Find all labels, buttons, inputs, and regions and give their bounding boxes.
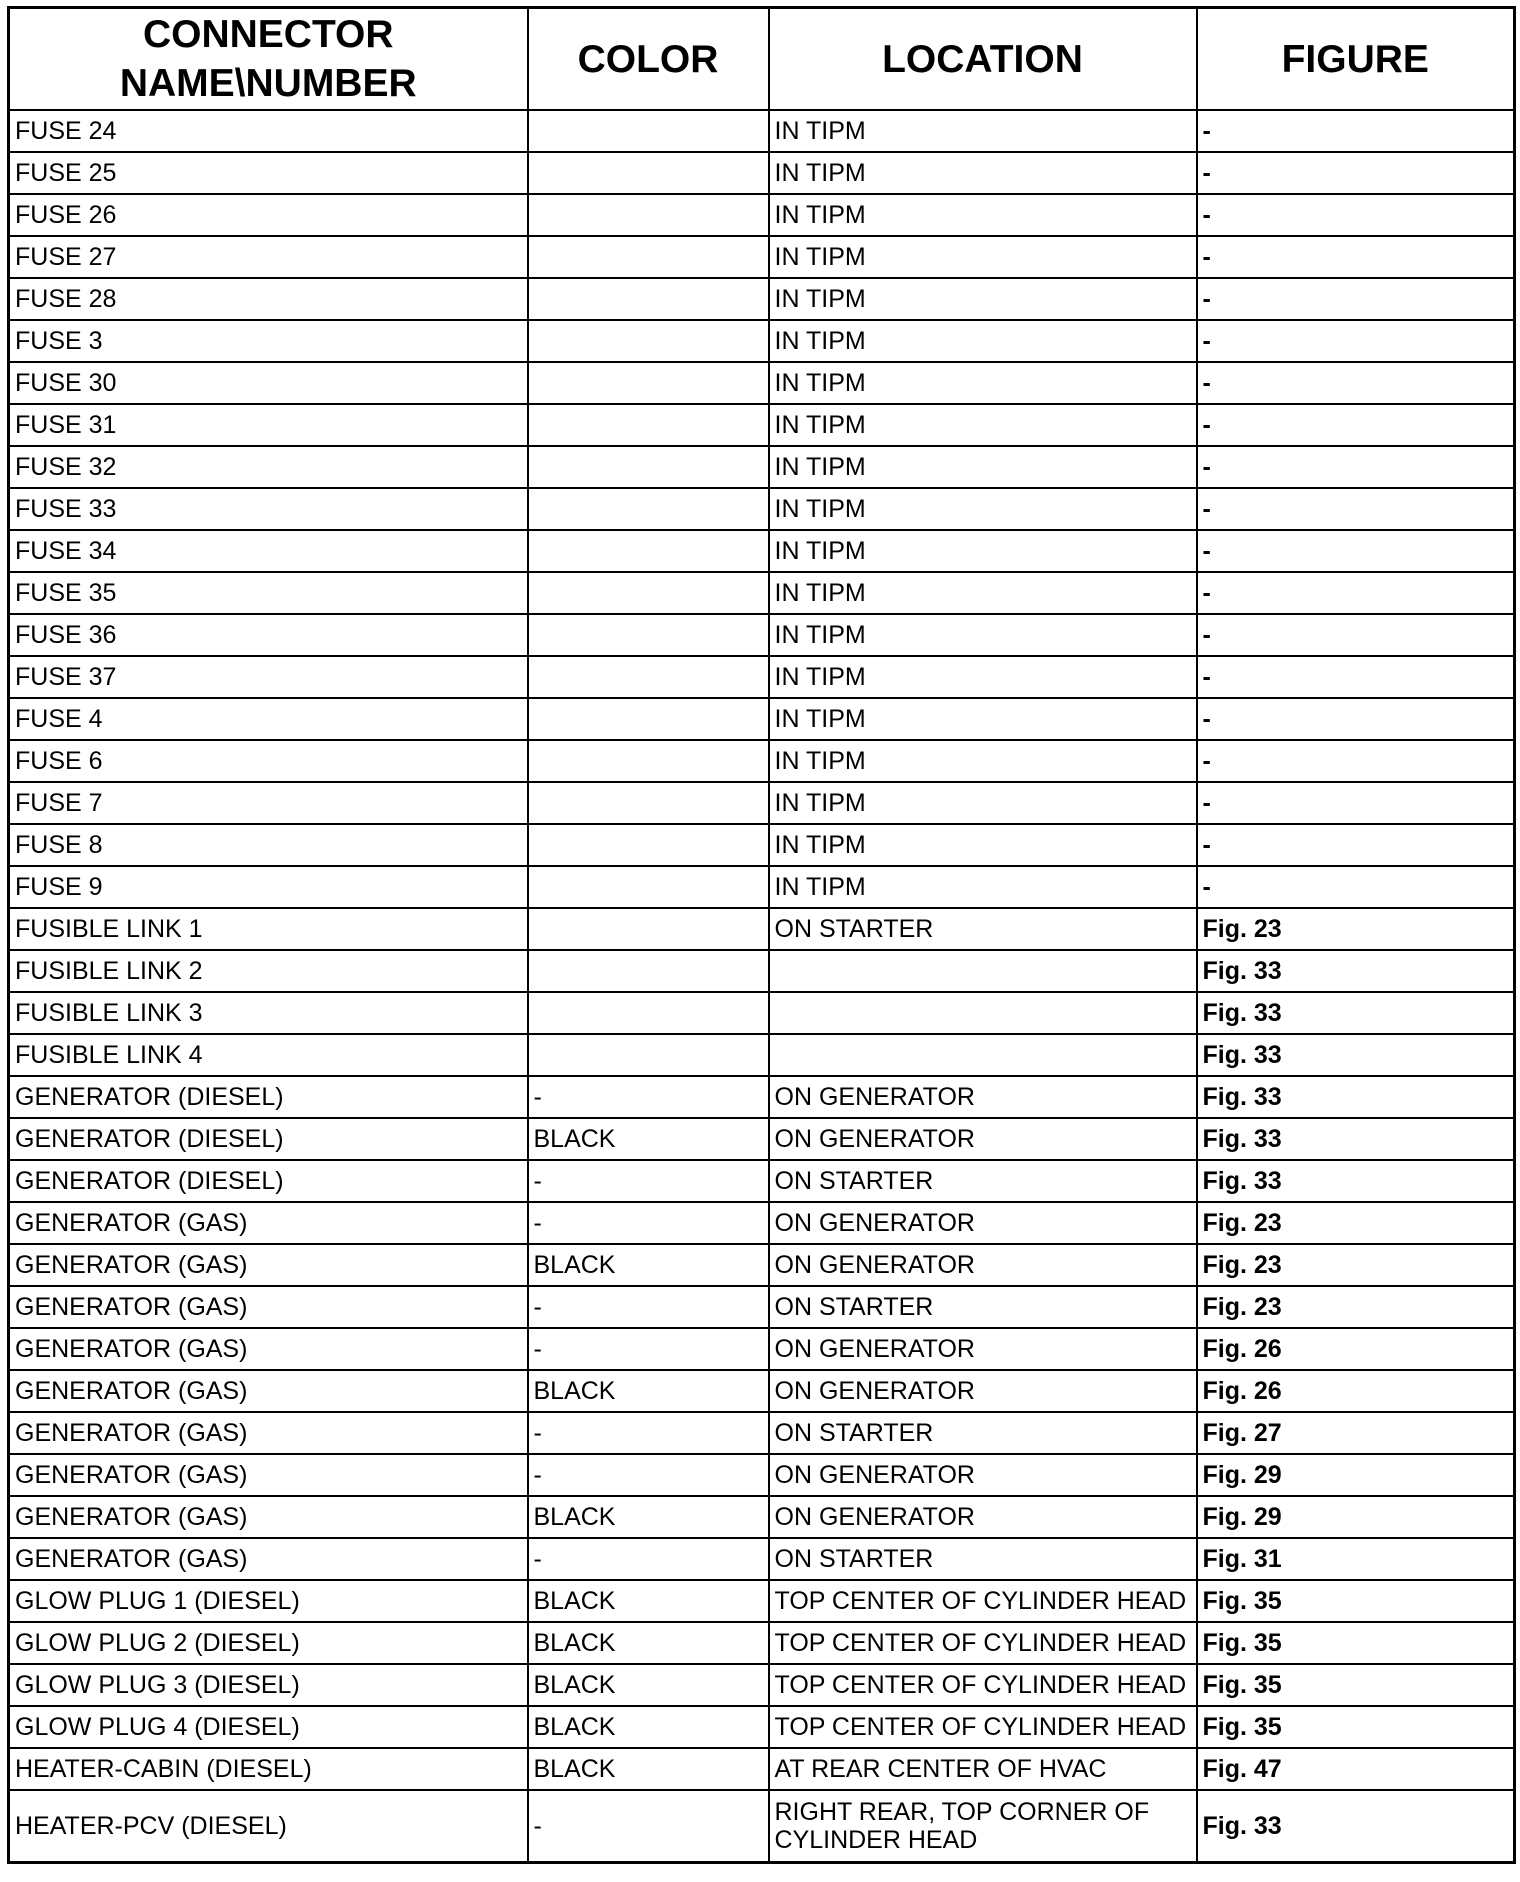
table-row bbox=[9, 1538, 1515, 1580]
table-row bbox=[9, 698, 1515, 740]
cell-connector-name: FUSE 4 bbox=[9, 698, 528, 740]
cell-figure: Fig. 47 bbox=[1197, 1748, 1515, 1790]
cell-color: - bbox=[528, 1412, 769, 1454]
cell-location: IN TIPM bbox=[769, 320, 1197, 362]
cell-color: BLACK bbox=[528, 1496, 769, 1538]
cell-figure: - bbox=[1197, 404, 1515, 446]
cell-figure: - bbox=[1197, 488, 1515, 530]
cell-location: ON GENERATOR bbox=[769, 1118, 1197, 1160]
cell-figure: - bbox=[1197, 446, 1515, 488]
table-row bbox=[9, 950, 1515, 992]
cell-figure: Fig. 33 bbox=[1197, 1790, 1515, 1863]
cell-connector-name: FUSE 9 bbox=[9, 866, 528, 908]
cell-connector-name: FUSE 30 bbox=[9, 362, 528, 404]
cell-connector-name: FUSIBLE LINK 2 bbox=[9, 950, 528, 992]
cell-color: - bbox=[528, 1538, 769, 1580]
cell-figure: Fig. 29 bbox=[1197, 1496, 1515, 1538]
table-row bbox=[9, 656, 1515, 698]
cell-location: IN TIPM bbox=[769, 404, 1197, 446]
table-row bbox=[9, 404, 1515, 446]
cell-location bbox=[769, 1034, 1197, 1076]
table-row bbox=[9, 236, 1515, 278]
cell-location: ON GENERATOR bbox=[769, 1328, 1197, 1370]
cell-connector-name: FUSE 6 bbox=[9, 740, 528, 782]
cell-color bbox=[528, 1034, 769, 1076]
cell-connector-name: FUSE 32 bbox=[9, 446, 528, 488]
header-connector-name-line1: CONNECTOR bbox=[142, 13, 394, 56]
cell-connector-name: GENERATOR (DIESEL) bbox=[9, 1118, 528, 1160]
table-row bbox=[9, 740, 1515, 782]
cell-figure: - bbox=[1197, 824, 1515, 866]
cell-color: - bbox=[528, 1454, 769, 1496]
cell-color bbox=[528, 236, 769, 278]
cell-location: IN TIPM bbox=[769, 866, 1197, 908]
cell-figure: - bbox=[1197, 320, 1515, 362]
cell-location: IN TIPM bbox=[769, 782, 1197, 824]
cell-connector-name: FUSE 27 bbox=[9, 236, 528, 278]
cell-connector-name: GENERATOR (GAS) bbox=[9, 1286, 528, 1328]
table-row bbox=[9, 908, 1515, 950]
cell-figure: Fig. 26 bbox=[1197, 1328, 1515, 1370]
cell-color: BLACK bbox=[528, 1706, 769, 1748]
cell-connector-name: GENERATOR (DIESEL) bbox=[9, 1076, 528, 1118]
table-row bbox=[9, 320, 1515, 362]
cell-color bbox=[528, 488, 769, 530]
table-row bbox=[9, 1328, 1515, 1370]
cell-figure: Fig. 33 bbox=[1197, 1034, 1515, 1076]
cell-figure: Fig. 29 bbox=[1197, 1454, 1515, 1496]
header-figure: FIGURE bbox=[1197, 8, 1515, 111]
cell-location: IN TIPM bbox=[769, 194, 1197, 236]
cell-location: ON STARTER bbox=[769, 1412, 1197, 1454]
cell-color bbox=[528, 152, 769, 194]
cell-figure: - bbox=[1197, 782, 1515, 824]
cell-figure: Fig. 23 bbox=[1197, 1202, 1515, 1244]
cell-location: RIGHT REAR, TOP CORNER OF CYLINDER HEAD bbox=[769, 1790, 1197, 1863]
cell-connector-name: GENERATOR (GAS) bbox=[9, 1496, 528, 1538]
cell-color: BLACK bbox=[528, 1622, 769, 1664]
cell-location: IN TIPM bbox=[769, 740, 1197, 782]
cell-connector-name: FUSE 33 bbox=[9, 488, 528, 530]
cell-connector-name: FUSE 7 bbox=[9, 782, 528, 824]
cell-color: BLACK bbox=[528, 1748, 769, 1790]
cell-connector-name: FUSIBLE LINK 1 bbox=[9, 908, 528, 950]
cell-location: IN TIPM bbox=[769, 236, 1197, 278]
cell-figure: Fig. 33 bbox=[1197, 1118, 1515, 1160]
cell-color: - bbox=[528, 1790, 769, 1863]
cell-figure: - bbox=[1197, 278, 1515, 320]
cell-color bbox=[528, 992, 769, 1034]
cell-location: TOP CENTER OF CYLINDER HEAD bbox=[769, 1580, 1197, 1622]
cell-figure: - bbox=[1197, 740, 1515, 782]
table-row bbox=[9, 362, 1515, 404]
table-row bbox=[9, 1286, 1515, 1328]
table-row bbox=[9, 1202, 1515, 1244]
cell-connector-name: FUSE 37 bbox=[9, 656, 528, 698]
cell-location: ON GENERATOR bbox=[769, 1076, 1197, 1118]
table-row bbox=[9, 1454, 1515, 1496]
cell-location: IN TIPM bbox=[769, 614, 1197, 656]
table-row bbox=[9, 1748, 1515, 1790]
cell-connector-name: FUSE 3 bbox=[9, 320, 528, 362]
cell-connector-name: GENERATOR (GAS) bbox=[9, 1370, 528, 1412]
cell-location: ON STARTER bbox=[769, 1160, 1197, 1202]
cell-color: BLACK bbox=[528, 1664, 769, 1706]
cell-connector-name: GENERATOR (GAS) bbox=[9, 1454, 528, 1496]
cell-color: BLACK bbox=[528, 1244, 769, 1286]
header-connector-name-line2: NAME\NUMBER bbox=[119, 62, 417, 105]
cell-color bbox=[528, 572, 769, 614]
cell-figure: Fig. 27 bbox=[1197, 1412, 1515, 1454]
cell-location: ON GENERATOR bbox=[769, 1244, 1197, 1286]
cell-location: ON GENERATOR bbox=[769, 1370, 1197, 1412]
cell-figure: Fig. 23 bbox=[1197, 908, 1515, 950]
table-row bbox=[9, 1076, 1515, 1118]
cell-connector-name: GLOW PLUG 1 (DIESEL) bbox=[9, 1580, 528, 1622]
cell-color bbox=[528, 824, 769, 866]
cell-figure: Fig. 35 bbox=[1197, 1580, 1515, 1622]
cell-figure: - bbox=[1197, 194, 1515, 236]
cell-figure: - bbox=[1197, 614, 1515, 656]
cell-figure: - bbox=[1197, 530, 1515, 572]
cell-figure: Fig. 33 bbox=[1197, 1076, 1515, 1118]
cell-color bbox=[528, 320, 769, 362]
cell-location: TOP CENTER OF CYLINDER HEAD bbox=[769, 1622, 1197, 1664]
cell-color: BLACK bbox=[528, 1580, 769, 1622]
cell-color bbox=[528, 362, 769, 404]
cell-connector-name: HEATER-CABIN (DIESEL) bbox=[9, 1748, 528, 1790]
cell-figure: - bbox=[1197, 572, 1515, 614]
table-row bbox=[9, 572, 1515, 614]
cell-color: - bbox=[528, 1202, 769, 1244]
cell-figure: Fig. 33 bbox=[1197, 950, 1515, 992]
header-color: COLOR bbox=[528, 8, 769, 111]
cell-connector-name: FUSE 35 bbox=[9, 572, 528, 614]
table-row bbox=[9, 530, 1515, 572]
cell-figure: Fig. 33 bbox=[1197, 992, 1515, 1034]
table-row bbox=[9, 1370, 1515, 1412]
cell-figure: Fig. 35 bbox=[1197, 1664, 1515, 1706]
cell-figure: Fig. 23 bbox=[1197, 1286, 1515, 1328]
cell-location bbox=[769, 950, 1197, 992]
cell-connector-name: FUSE 8 bbox=[9, 824, 528, 866]
cell-figure: - bbox=[1197, 110, 1515, 152]
cell-location: ON STARTER bbox=[769, 908, 1197, 950]
cell-connector-name: GENERATOR (GAS) bbox=[9, 1202, 528, 1244]
cell-connector-name: FUSE 26 bbox=[9, 194, 528, 236]
cell-color: BLACK bbox=[528, 1370, 769, 1412]
table-row bbox=[9, 1790, 1515, 1863]
table-row bbox=[9, 194, 1515, 236]
cell-color bbox=[528, 194, 769, 236]
cell-figure: Fig. 35 bbox=[1197, 1622, 1515, 1664]
cell-color: - bbox=[528, 1160, 769, 1202]
cell-figure: - bbox=[1197, 866, 1515, 908]
cell-connector-name: FUSIBLE LINK 3 bbox=[9, 992, 528, 1034]
header-connector-name bbox=[9, 8, 528, 111]
header-location: LOCATION bbox=[769, 8, 1197, 111]
cell-location: ON GENERATOR bbox=[769, 1454, 1197, 1496]
cell-location: IN TIPM bbox=[769, 824, 1197, 866]
cell-connector-name: FUSIBLE LINK 4 bbox=[9, 1034, 528, 1076]
cell-color bbox=[528, 866, 769, 908]
cell-connector-name: GENERATOR (GAS) bbox=[9, 1412, 528, 1454]
cell-connector-name: GLOW PLUG 4 (DIESEL) bbox=[9, 1706, 528, 1748]
cell-color bbox=[528, 446, 769, 488]
header-row bbox=[9, 8, 1515, 111]
table-row bbox=[9, 152, 1515, 194]
cell-location bbox=[769, 992, 1197, 1034]
cell-figure: - bbox=[1197, 152, 1515, 194]
cell-location: ON GENERATOR bbox=[769, 1496, 1197, 1538]
cell-connector-name: GENERATOR (GAS) bbox=[9, 1538, 528, 1580]
cell-color: - bbox=[528, 1076, 769, 1118]
cell-color bbox=[528, 404, 769, 446]
cell-color bbox=[528, 656, 769, 698]
table-row bbox=[9, 824, 1515, 866]
table-row bbox=[9, 1622, 1515, 1664]
cell-location: ON STARTER bbox=[769, 1286, 1197, 1328]
cell-figure: - bbox=[1197, 236, 1515, 278]
cell-location: IN TIPM bbox=[769, 152, 1197, 194]
table-body bbox=[9, 110, 1515, 1863]
cell-location: TOP CENTER OF CYLINDER HEAD bbox=[769, 1664, 1197, 1706]
table-row bbox=[9, 110, 1515, 152]
cell-figure: - bbox=[1197, 656, 1515, 698]
cell-color: - bbox=[528, 1328, 769, 1370]
cell-figure: Fig. 33 bbox=[1197, 1160, 1515, 1202]
table-row bbox=[9, 1496, 1515, 1538]
connector-table bbox=[7, 6, 1516, 1864]
table-row bbox=[9, 992, 1515, 1034]
cell-location: AT REAR CENTER OF HVAC bbox=[769, 1748, 1197, 1790]
cell-color bbox=[528, 740, 769, 782]
table-row bbox=[9, 1118, 1515, 1160]
cell-location: IN TIPM bbox=[769, 656, 1197, 698]
table-row bbox=[9, 1412, 1515, 1454]
cell-figure: - bbox=[1197, 698, 1515, 740]
cell-connector-name: GENERATOR (GAS) bbox=[9, 1244, 528, 1286]
cell-connector-name: GENERATOR (DIESEL) bbox=[9, 1160, 528, 1202]
cell-location: IN TIPM bbox=[769, 530, 1197, 572]
table-row bbox=[9, 1244, 1515, 1286]
cell-connector-name: GLOW PLUG 3 (DIESEL) bbox=[9, 1664, 528, 1706]
table-row bbox=[9, 1706, 1515, 1748]
cell-figure: Fig. 35 bbox=[1197, 1706, 1515, 1748]
cell-figure: Fig. 26 bbox=[1197, 1370, 1515, 1412]
cell-figure: - bbox=[1197, 362, 1515, 404]
cell-location: ON STARTER bbox=[769, 1538, 1197, 1580]
cell-location: IN TIPM bbox=[769, 278, 1197, 320]
cell-figure: Fig. 31 bbox=[1197, 1538, 1515, 1580]
cell-location: ON GENERATOR bbox=[769, 1202, 1197, 1244]
cell-color bbox=[528, 110, 769, 152]
table-row bbox=[9, 1034, 1515, 1076]
cell-location: IN TIPM bbox=[769, 446, 1197, 488]
cell-figure: Fig. 23 bbox=[1197, 1244, 1515, 1286]
cell-location: IN TIPM bbox=[769, 110, 1197, 152]
table-row bbox=[9, 1664, 1515, 1706]
cell-connector-name: HEATER-PCV (DIESEL) bbox=[9, 1790, 528, 1863]
table-row bbox=[9, 866, 1515, 908]
table-row bbox=[9, 1580, 1515, 1622]
cell-location: IN TIPM bbox=[769, 572, 1197, 614]
cell-connector-name: FUSE 28 bbox=[9, 278, 528, 320]
table-row bbox=[9, 446, 1515, 488]
cell-color bbox=[528, 950, 769, 992]
cell-connector-name: FUSE 24 bbox=[9, 110, 528, 152]
cell-location: TOP CENTER OF CYLINDER HEAD bbox=[769, 1706, 1197, 1748]
cell-color: BLACK bbox=[528, 1118, 769, 1160]
cell-color bbox=[528, 278, 769, 320]
cell-location: IN TIPM bbox=[769, 698, 1197, 740]
cell-location: IN TIPM bbox=[769, 488, 1197, 530]
cell-location: IN TIPM bbox=[769, 362, 1197, 404]
cell-color: - bbox=[528, 1286, 769, 1328]
cell-connector-name: FUSE 25 bbox=[9, 152, 528, 194]
cell-connector-name: FUSE 36 bbox=[9, 614, 528, 656]
cell-color bbox=[528, 614, 769, 656]
cell-color bbox=[528, 908, 769, 950]
cell-connector-name: GENERATOR (GAS) bbox=[9, 1328, 528, 1370]
cell-connector-name: FUSE 31 bbox=[9, 404, 528, 446]
table-row bbox=[9, 488, 1515, 530]
cell-color bbox=[528, 782, 769, 824]
cell-color bbox=[528, 530, 769, 572]
cell-connector-name: GLOW PLUG 2 (DIESEL) bbox=[9, 1622, 528, 1664]
table-row bbox=[9, 1160, 1515, 1202]
cell-color bbox=[528, 698, 769, 740]
table-row bbox=[9, 782, 1515, 824]
table-row bbox=[9, 614, 1515, 656]
cell-connector-name: FUSE 34 bbox=[9, 530, 528, 572]
table-row bbox=[9, 278, 1515, 320]
